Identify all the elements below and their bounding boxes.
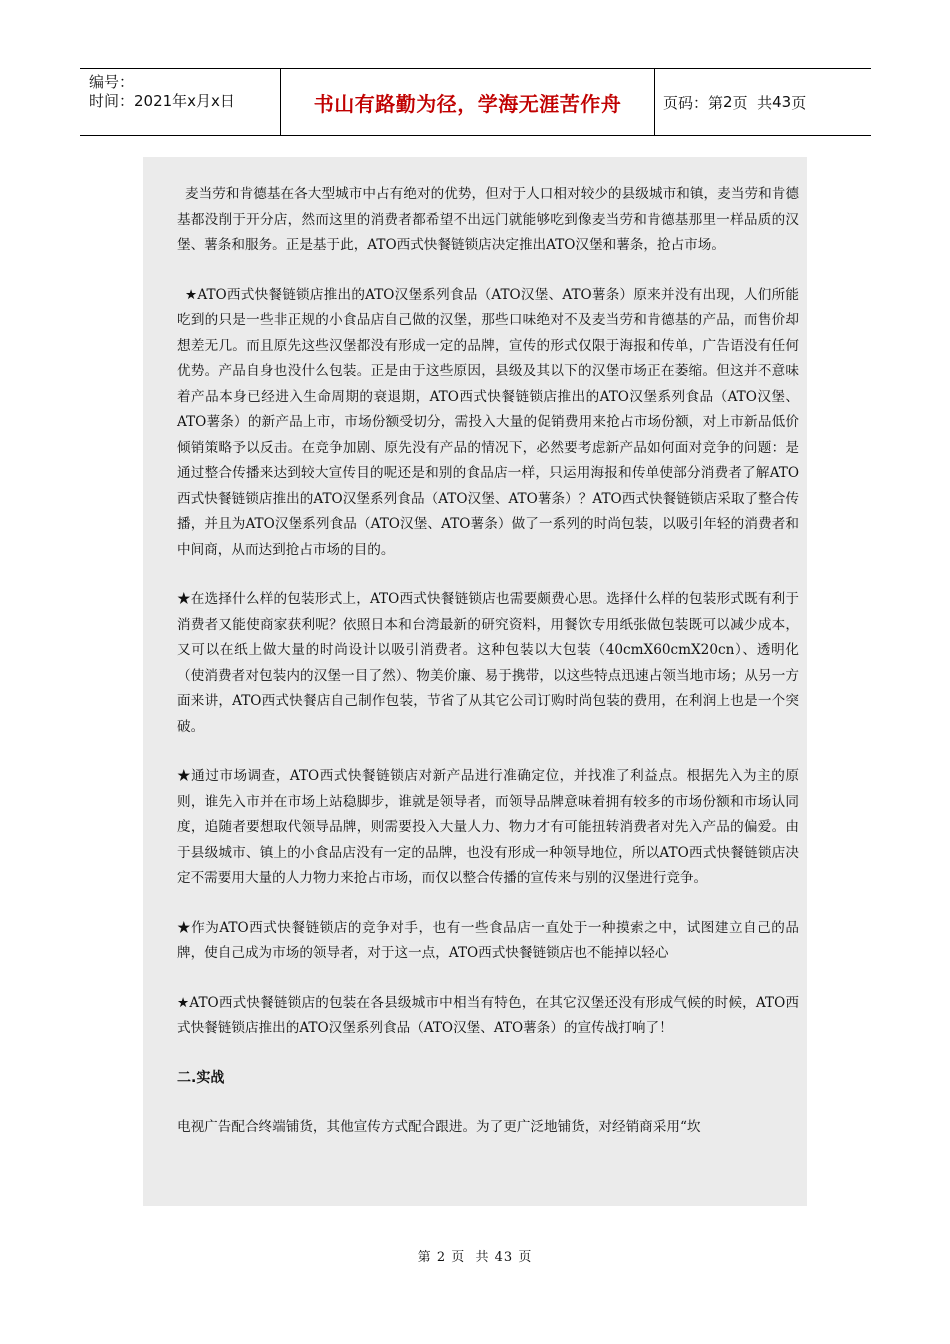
paragraph-practice: 电视广告配合终端铺货，其他宣传方式配合跟进。为了更广泛地铺货，对经销商采用“坎 (177, 1118, 701, 1135)
page-total: 43 (772, 93, 792, 111)
page-footer (0, 1246, 950, 1265)
page-prefix: 页码：第 (663, 93, 724, 112)
footer-suffix: 页 (518, 1250, 533, 1265)
paragraph-intro: 麦当劳和肯德基在各大型城市中占有绝对的优势，但对于人口相对较少的县级城市和镇，麦当劳和肯德基都没削于开分店，然而这里的消费者都希望不出远门就能够吃到像麦当劳和肯德基那里一样品质的汉堡、薯条和服务。正是基于此，ATO西式快餐链锁店决定推出ATO汉堡和薯条，抢占市场。 (177, 186, 799, 253)
page-current: 2 (723, 93, 733, 111)
paragraph-competitors: ★作为ATO西式快餐链锁店的竞争对手，也有一些食品店一直处于一种摸索之中，试图建立自己的品牌，使自己成为市场的领导者，对于这一点，ATO西式快餐链锁店也不能掉以轻心 (177, 919, 799, 961)
document-code-label: 编号： (89, 73, 135, 91)
footer-page-total: 43 (494, 1250, 514, 1265)
paragraph-promotion: ★ATO西式快餐链锁店的包装在各县级城市中相当有特色，在其它汉堡还没有形成气候的时候，ATO西式快餐链锁店推出的ATO汉堡系列食品（ATO汉堡、ATO薯条）的宣传战打响了！ (177, 994, 799, 1036)
paragraph-market-analysis: ★ATO西式快餐链锁店推出的ATO汉堡系列食品（ATO汉堡、ATO薯条）原来并没有出现，人们所能吃到的只是一些非正规的小食品店自己做的汉堡，那些口味绝对不及麦当劳和肯德基的产品，而售价却想差无几。而且原先这些汉堡都没有形成一定的品牌，宣传的形式仅限于海报和传单，广告语没有任何优势。产品自身也没什么包装。正是由于这些原因，县级及其以下的汉堡市场正在萎缩。但这并不意味着产品本身已经进入生命周期的衰退期，ATO西式快餐链锁店推出的ATO汉堡系列食品（ATO汉堡、ATO薯条）的新产品上市，市场份额受切分，需投入大量的促销费用来抢占市场份额，对上市新品低价倾销策略予以反击。在竞争加剧、原先没有产品的情况下，必然要考虑新产品如何面对竞争的问题：是通过整合传播来达到较大宣传目的呢还是和别的食品店一样，只运用海报和传单使部分消费者了解ATO西式快餐链锁店推出的ATO汉堡系列食品（ATO汉堡、ATO薯条）？ATO西式快餐链锁店采取了整合传播，并且为ATO汉堡系列食品（ATO汉堡、ATO薯条）做了一系列的时尚包装，以吸引年轻的消费者和中间商，从而达到抢占市场的目的。 (177, 286, 799, 558)
footer-page-current: 2 (436, 1250, 447, 1265)
footer-mid: 页 共 (451, 1250, 490, 1265)
section-title: 二.实战 (177, 1069, 225, 1086)
header-page-number (655, 69, 871, 135)
page-suffix: 页 (791, 93, 807, 112)
paragraph-packaging: ★在选择什么样的包装形式上，ATO西式快餐链锁店也需要颇费心思。选择什么样的包装形式既有利于消费者又能使商家获利呢？依照日本和台湾最新的研究资料，用餐饮专用纸张做包装既可以减少成本，又可以在纸上做大量的时尚设计以吸引消费者。这种包装以大包装（40cmX60cmX20cn）、透明化（使消费者对包装内的汉堡一目了然）、物美价廉、易于携带，以这些特点迅速占领当地市场；从另一方面来讲，ATO西式快餐店自己制作包装，节省了从其它公司订购时尚包装的费用，在利润上也是一个突破。 (177, 591, 799, 735)
header-meta (80, 69, 280, 135)
paragraph-positioning: ★通过市场调查，ATO西式快餐链锁店对新产品进行准确定位，并找准了利益点。根据先入为主的原则，谁先入市并在市场上站稳脚步，谁就是领导者，而领导品牌意味着拥有较多的市场份额和市场认同度，追随者要想取代领导品牌，则需要投入大量人力、物力才有可能扭转消费者对先入产品的偏爱。由于县级城市、镇上的小食品店没有一定的品牌，也没有形成一种领导地位，所以ATO西式快餐链锁店决定不需要用大量的人力物力来抢占市场，而仅以整合传播的宣传来与别的汉堡进行竞争。 (177, 768, 799, 886)
document-body (143, 157, 807, 1206)
footer-prefix: 第 (417, 1250, 432, 1265)
page-header (80, 68, 871, 136)
page-mid: 页 共 (732, 93, 773, 112)
header-slogan: 书山有路勤为径，学海无涯苦作舟 (280, 69, 655, 135)
document-time: 时间：2021年x月x日 (89, 92, 235, 110)
